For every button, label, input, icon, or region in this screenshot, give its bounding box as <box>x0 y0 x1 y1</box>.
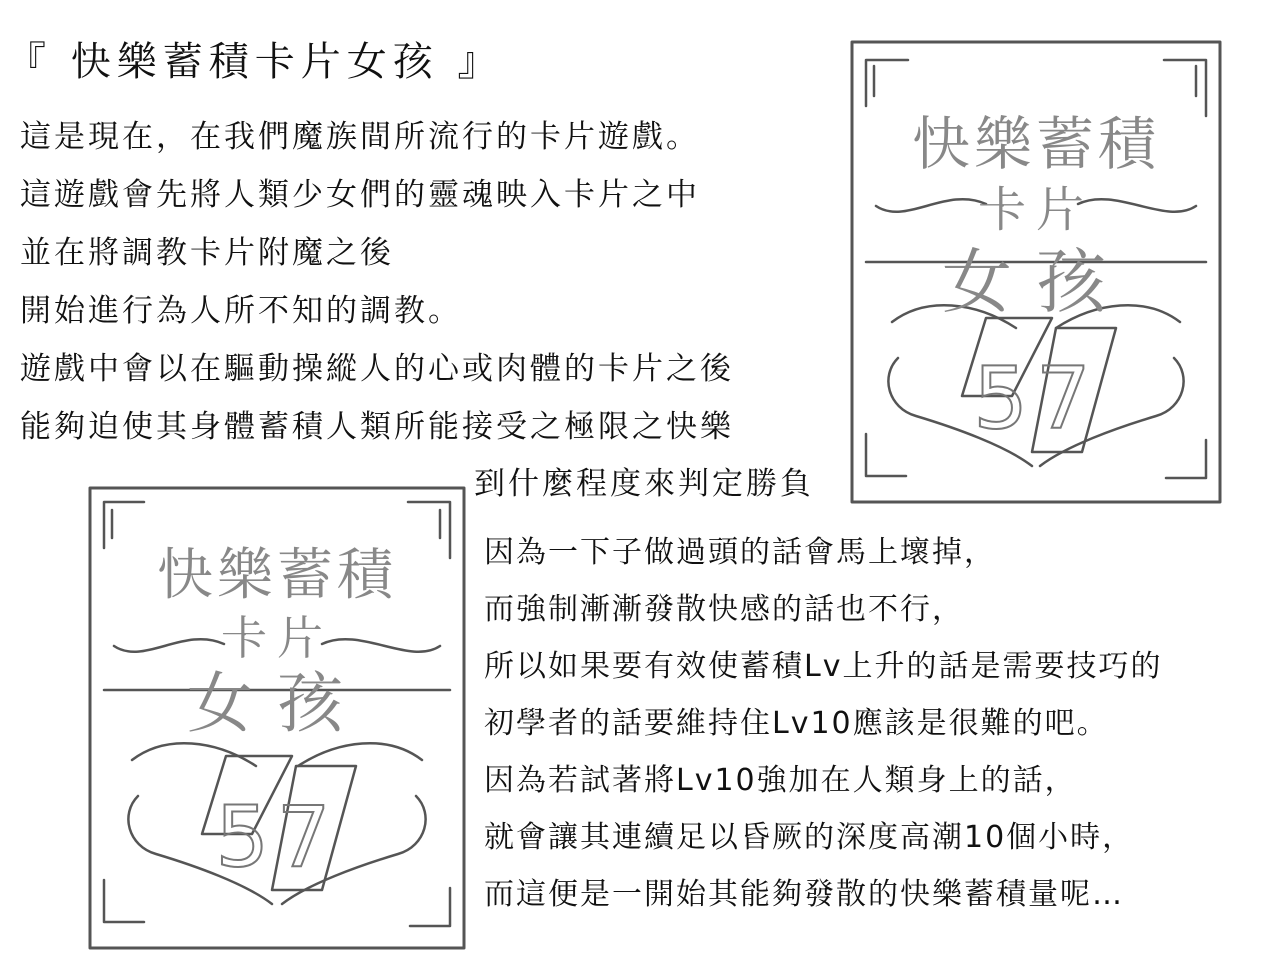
card-level-number: 57 <box>215 788 339 886</box>
card-title-line3: 女孩 <box>187 665 367 742</box>
explain-line: 就會讓其連續足以昏厥的深度高潮10個小時， <box>484 820 1135 855</box>
card-illustration-small <box>84 482 470 954</box>
explanation-paragraph <box>484 524 1162 923</box>
intro-line: 遊戲中會以在驅動操縱人的心或肉體的卡片之後 <box>20 351 734 387</box>
page-title: 『 快樂蓄積卡片女孩 』 <box>6 39 504 85</box>
explain-line: 因為若試著將Lv10強加在人類身上的話， <box>484 763 1077 798</box>
card-title-line1: 快樂蓄積 <box>157 543 397 608</box>
intro-line: 這遊戲會先將人類少女們的靈魂映入卡片之中 <box>20 177 700 213</box>
explain-line: 所以如果要有效使蓄積Lv上升的話是需要技巧的 <box>484 649 1163 684</box>
explain-line: 初學者的話要維持住Lv10應該是很難的吧。 <box>484 706 1109 741</box>
explain-line: 因為一下子做過頭的話會馬上壞掉， <box>484 535 996 570</box>
intro-line: 能夠迫使其身體蓄積人類所能接受之極限之快樂 <box>20 409 734 445</box>
card-title-line2: 卡片 <box>221 611 333 665</box>
intro-line: 開始進行為人所不知的調教。 <box>20 293 462 329</box>
intro-paragraph <box>20 108 734 456</box>
intro-line: 並在將調教卡片附魔之後 <box>20 235 394 271</box>
explain-line: 而這便是一開始其能夠發散的快樂蓄積量呢… <box>484 877 1124 912</box>
intro-continuation: 到什麼程度來判定勝負 <box>474 466 814 502</box>
explain-line: 而強制漸漸發散快感的話也不行， <box>484 592 964 627</box>
card-title-line1: 快樂蓄積 <box>911 110 1161 178</box>
card-title-line3: 女孩 <box>942 241 1130 323</box>
card-level-number: 57 <box>973 349 1099 449</box>
card-illustration-large <box>846 36 1226 508</box>
card-title-line2: 卡片 <box>977 182 1095 238</box>
intro-line: 這是現在，在我們魔族間所流行的卡片遊戲。 <box>20 119 700 155</box>
